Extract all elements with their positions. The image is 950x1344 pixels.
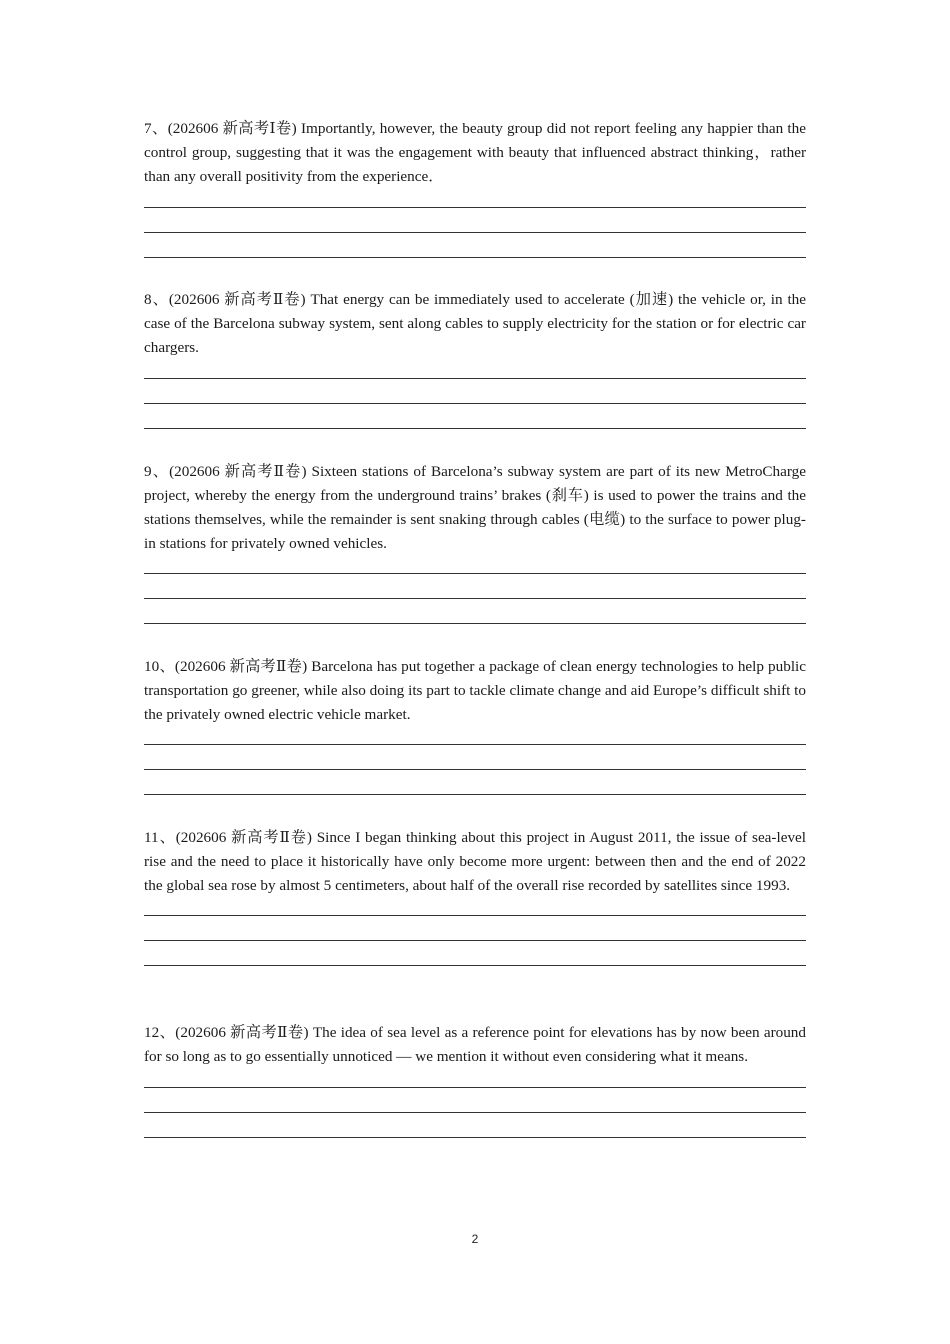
answer-line [144, 1087, 806, 1088]
question-9 [144, 460, 806, 624]
answer-line [144, 744, 806, 745]
question-text: 11、(202606 新高考Ⅱ卷) Since I began thinking about this project in August 2011, the issue of sea-level rise and the need to place it historically have only become more urgent: between then and the end of 2022 the global sea rose by almost 5 centimeters, about half of the overall rise recorded by satellites since 1993. [144, 829, 806, 894]
question-11 [144, 826, 806, 966]
answer-line [144, 403, 806, 404]
answer-line [144, 1112, 806, 1113]
answer-lines [144, 573, 806, 624]
answer-line [144, 428, 806, 429]
question-text: 9、(202606 新高考Ⅱ卷) Sixteen stations of Barcelona’s subway system are part of its new MetroCharge project, whereby the energy from the underground trains’ brakes (刹车) is used to power the trains and the stations themselves, while the remainder is sent snaking through cables (电缆) to the surface to power plug-in stations for privately owned vehicles. [144, 463, 806, 552]
answer-line [144, 207, 806, 208]
answer-line [144, 232, 806, 233]
question-7 [144, 117, 806, 258]
question-text: 10、(202606 新高考Ⅱ卷) Barcelona has put together a package of clean energy technologies to help public transportation go greener, while also doing its part to tackle climate change and aid Europe’s difficult shift to the privately owned electric vehicle market. [144, 658, 806, 723]
answer-line [144, 598, 806, 599]
answer-lines [144, 378, 806, 429]
answer-line [144, 769, 806, 770]
question-10 [144, 655, 806, 795]
answer-lines [144, 915, 806, 966]
answer-line [144, 1137, 806, 1138]
answer-line [144, 378, 806, 379]
answer-line [144, 965, 806, 966]
answer-line [144, 915, 806, 916]
question-12 [144, 1021, 806, 1138]
answer-lines [144, 207, 806, 258]
question-text: 12、(202606 新高考Ⅱ卷) The idea of sea level as a reference point for elevations has by now been around for so long as to go essentially unnoticed — we mention it without even considering what it means. [144, 1024, 806, 1065]
page-number: 2 [471, 1232, 479, 1246]
question-8 [144, 288, 806, 429]
question-text: 7、(202606 新高考Ⅰ卷) Importantly, however, the beauty group did not report feeling any happier than the control group, suggesting that it was the engagement with beauty that influenced abstract thinking，rather than any overall positivity from the experience． [144, 120, 806, 185]
answer-lines [144, 1087, 806, 1138]
answer-line [144, 573, 806, 574]
answer-line [144, 257, 806, 258]
question-text: 8、(202606 新高考Ⅱ卷) That energy can be immediately used to accelerate (加速) the vehicle or, in the case of the Barcelona subway system, sent along cables to supply electricity for the station or for electric car chargers. [144, 291, 806, 356]
answer-line [144, 794, 806, 795]
answer-lines [144, 744, 806, 795]
answer-line [144, 623, 806, 624]
answer-line [144, 940, 806, 941]
